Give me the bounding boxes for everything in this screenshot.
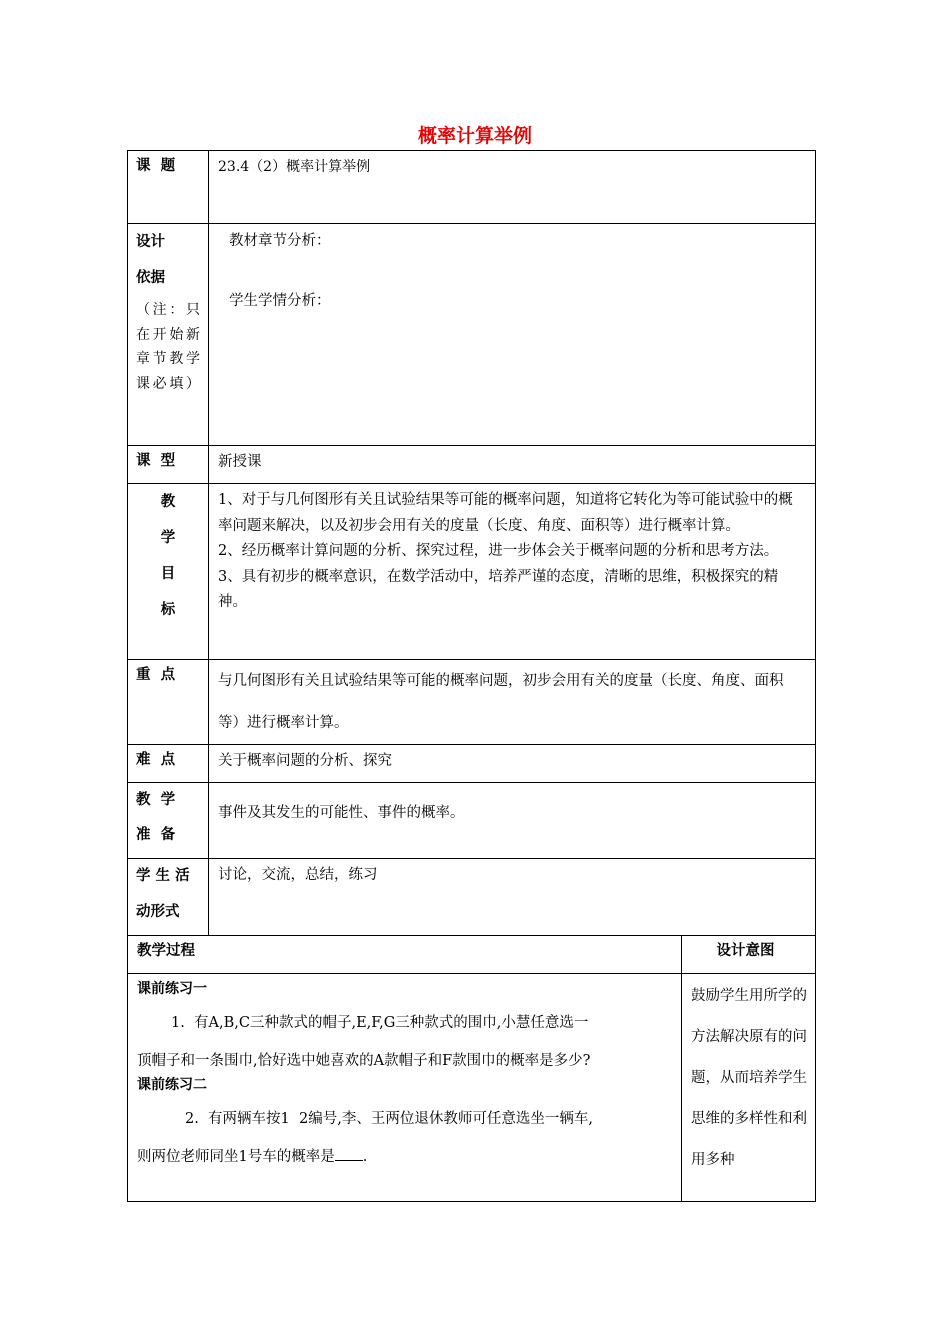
design-basis-content xyxy=(209,224,816,446)
preparation-row xyxy=(128,783,816,859)
key-point-value: 与几何图形有关且试验结果等可能的概率问题，初步会用有关的度量（长度、角度、面积等）进行概率计算。 xyxy=(209,660,816,745)
topic-value: 23.4（2）概率计算举例 xyxy=(209,151,816,224)
objectives-row xyxy=(128,484,816,660)
activity-label-line1: 学 生 活 xyxy=(136,868,190,884)
design-basis-row xyxy=(128,224,816,446)
key-point-row xyxy=(128,660,816,745)
lesson-type-value: 新授课 xyxy=(209,446,816,484)
question-2-end: . xyxy=(362,1149,368,1165)
design-basis-label-line2: 依据 xyxy=(136,270,165,286)
process-content-row xyxy=(128,974,816,1202)
activity-value: 讨论，交流，总结，练习 xyxy=(209,859,816,936)
textbook-analysis-label: 教材章节分析： xyxy=(229,233,331,249)
lesson-type-label: 课 型 xyxy=(128,446,209,484)
objective-item: 3、具有初步的概率意识，在数学活动中，培养严谨的态度，清晰的思维，积极探究的精神。 xyxy=(218,568,779,610)
objectives-label-char: 学 xyxy=(160,530,176,546)
topic-row xyxy=(128,151,816,224)
process-header-right: 设计意图 xyxy=(682,936,816,974)
question-2-text: 则两位老师同坐1号车的概率是 xyxy=(137,1149,335,1165)
lesson-type-row xyxy=(128,446,816,484)
question-1-line2: 顶帽子和一条围巾,恰好选中她喜欢的A款帽子和F款围巾的概率是多少? xyxy=(137,1053,591,1069)
question-2-line1: 2. 有两辆车按1 2编号,李、王两位退休教师可任意选坐一辆车, xyxy=(185,1111,593,1127)
objectives-label-char: 标 xyxy=(160,602,176,618)
objectives-label xyxy=(128,484,209,660)
objectives-content xyxy=(209,484,816,660)
preparation-label xyxy=(128,783,209,859)
design-basis-note: （注：只在开始新章节教学课必填） xyxy=(136,302,200,392)
design-intent-content: 鼓励学生用所学的方法解决原有的问题，从而培养学生思维的多样性和利用多种 xyxy=(682,974,816,1202)
process-content xyxy=(128,974,682,1202)
preparation-label-line2: 准 备 xyxy=(136,827,176,843)
topic-label: 课 题 xyxy=(128,151,209,224)
lesson-plan-table xyxy=(127,150,816,1202)
question-2-line2 xyxy=(137,1138,671,1176)
difficulty-row xyxy=(128,745,816,783)
design-basis-label xyxy=(128,224,209,446)
process-header-left: 教学过程 xyxy=(128,936,682,974)
difficulty-label: 难 点 xyxy=(128,745,209,783)
page-title: 概率计算举例 xyxy=(417,125,532,147)
objectives-label-char: 教 xyxy=(160,494,176,510)
objectives-label-char: 目 xyxy=(160,566,176,582)
preparation-value: 事件及其发生的可能性、事件的概率。 xyxy=(209,783,816,859)
difficulty-value: 关于概率问题的分析、探究 xyxy=(209,745,816,783)
objective-item: 1、对于与几何图形有关且试验结果等可能的概率问题，知道将它转化为等可能试验中的概率问题来解决，以及初步会用有关的度量（长度、角度、面积等）进行概率计算。 xyxy=(218,492,793,534)
student-analysis-label: 学生学情分析： xyxy=(229,293,331,309)
objective-item: 2、经历概率计算问题的分析、探究过程，进一步体会关于概率问题的分析和思考方法。 xyxy=(218,543,779,559)
activity-row xyxy=(128,859,816,936)
pre-exercise-2-title: 课前练习二 xyxy=(137,1077,207,1093)
question-1-line1: 1. 有A,B,C三种款式的帽子,E,F,G三种款式的围巾,小慧任意选一 xyxy=(171,1015,589,1031)
process-header-row xyxy=(128,936,816,974)
activity-label-line2: 动形式 xyxy=(136,904,180,920)
design-basis-label-line1: 设计 xyxy=(136,234,165,250)
key-point-label: 重 点 xyxy=(128,660,209,745)
pre-exercise-1-title: 课前练习一 xyxy=(137,981,207,997)
preparation-label-line1: 教 学 xyxy=(136,792,176,808)
activity-label xyxy=(128,859,209,936)
answer-blank xyxy=(335,1146,363,1161)
